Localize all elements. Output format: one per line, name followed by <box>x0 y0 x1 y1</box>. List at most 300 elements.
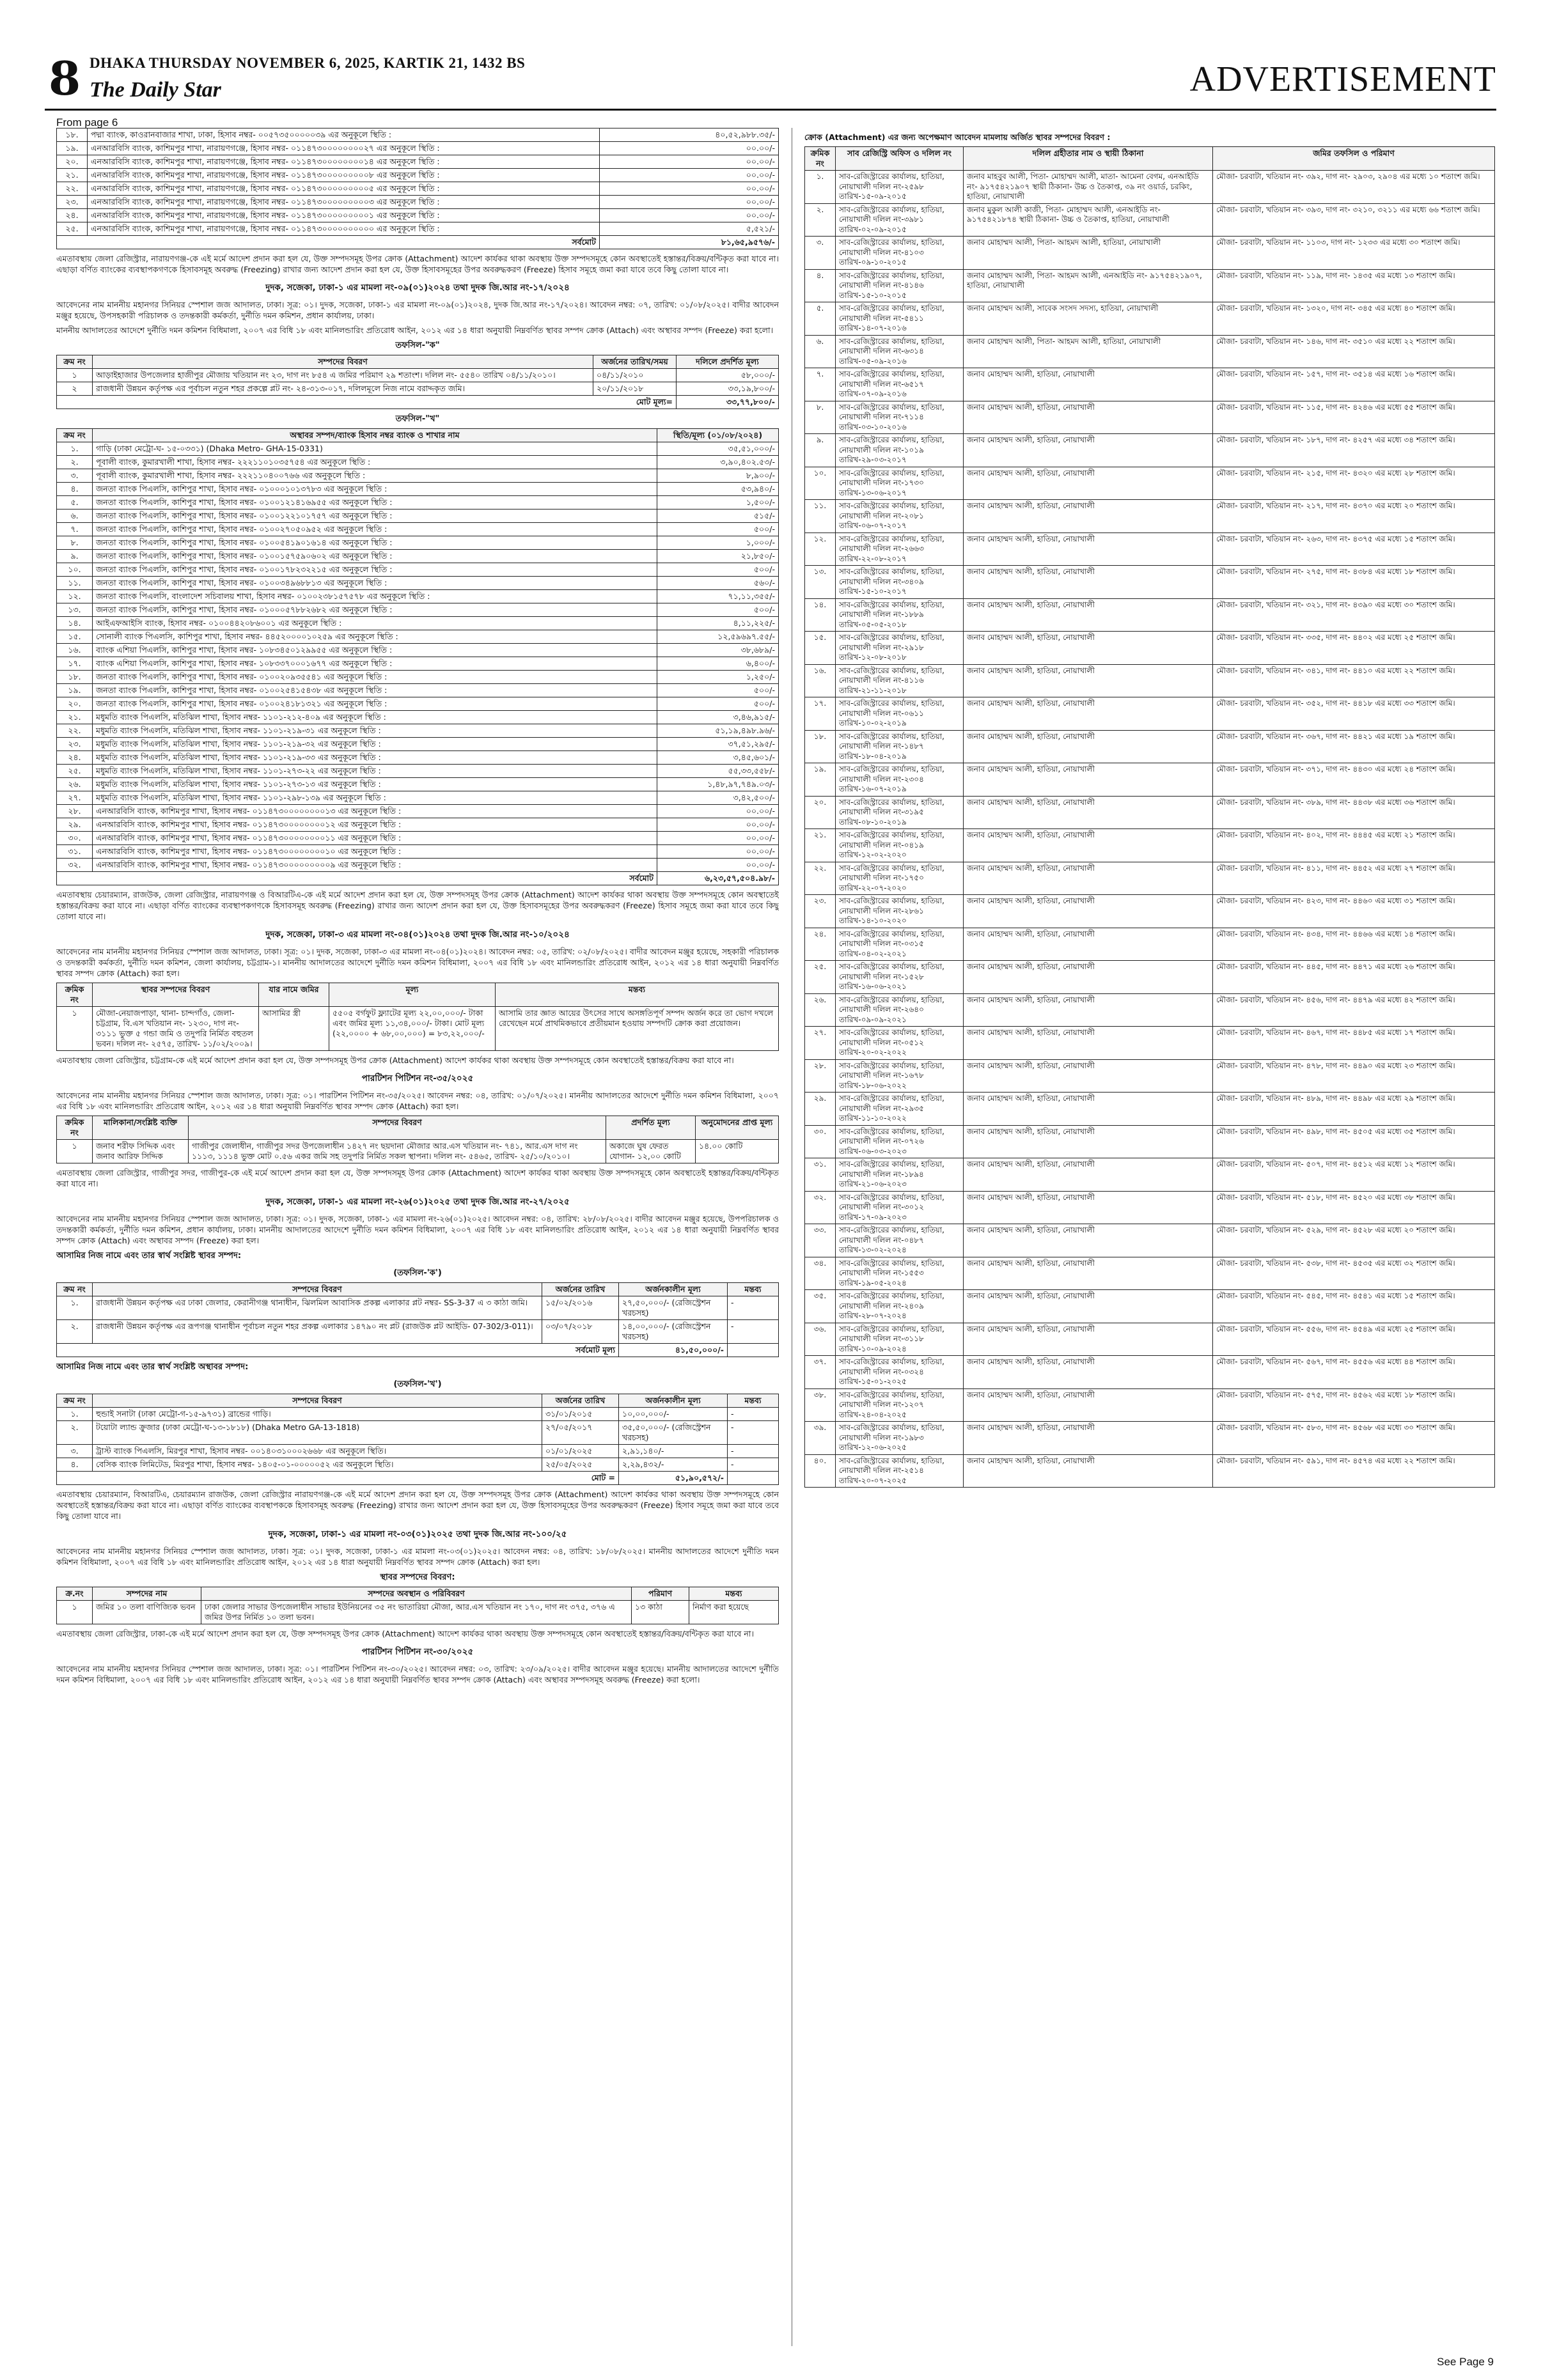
land-schedule-cell: মৌজা- চরবাটা, খতিয়ান নং- ২১৭, দাগ নং- ৪৩৭০ এর মধ্যে ২০ শতাংশ জমি। <box>1213 500 1495 533</box>
table-cell: জনতা ব্যাংক পিএলসি, কাশিপুর শাখা, হিসাব নম্বর- ০১০০৩৪৯৬৮৮১৩ এর অনুকূলে স্থিতি : <box>93 577 657 590</box>
registry-office-cell: সাব-রেজিস্ট্রারের কার্যালয়, হাতিয়া, নোয়াখালী দলিল নং-২৯৩৫ তারিখ-১১-১০-২০২২ <box>836 1093 964 1126</box>
application-paragraph: আবেদনের নাম মাননীয় মহানগর সিনিয়র স্পেশাল জজ আদালত, ঢাকা। সূত্র: ০১। দুদক, সজেকা, ঢাকা-১ এর মামলা নং-০৯(০১)২০২৪, দুদক জি.আর নং-১৭/২০২৪। আবেদন নম্বর: ০৭, তারিখ: ০১/০৮/২০২৫। বাদীর আবেদন মঞ্জুর হয়েছে, উপসহকারী পরিচালক ও তদন্তকারী কর্মকর্তা, দুর্নীতি দমন কমিশন, প্রধান কার্যালয়, ঢাকা। <box>56 300 779 320</box>
table-cell: জনতা ব্যাংক পিএলসি, কাশিপুর শাখা, হিসাব নম্বর- ০১০০০৫৭৮৮২৬৮২ এর অনুকূলে স্থিতি : <box>93 603 657 617</box>
registry-office-cell: সাব-রেজিস্ট্রারের কার্যালয়, হাতিয়া, নোয়াখালী দলিল নং-০৫১২ তারিখ-২০-০২-২০২২ <box>836 1027 964 1060</box>
registry-office-cell: সাব-রেজিস্ট্রারের কার্যালয়, হাতিয়া, নোয়াখালী দলিল নং-২৫১৪ তারিখ-২০-০৭-২০২৫ <box>836 1454 964 1488</box>
table-row <box>57 483 779 496</box>
table-cell: ২৭,৫০,০০০/- (রেজিস্ট্রেশন খরচসহ) <box>619 1296 728 1320</box>
land-schedule-cell: মৌজা- চরবাটা, খতিয়ান নং- ৫১৮, দাগ নং- ৪৫২০ এর মধ্যে ৩৮ শতাংশ জমি। <box>1213 1191 1495 1224</box>
total-row <box>57 396 779 409</box>
table-cell: মধুমতি ব্যাংক পিএলসি, মতিঝিল শাখা, হিসাব নম্বর- ১১০১-২৯৮-১৩৯ এর অনুকূলে স্থিতি : <box>93 791 657 805</box>
table-cell: ১৫. <box>57 630 93 644</box>
table-cell: জনতা ব্যাংক পিএলসি, কাশিপুর শাখা, হিসাব নম্বর- ০১০০৫৪১৯০১৬১৪ এর অনুকূলে স্থিতি : <box>93 536 657 550</box>
table-cell: ৩৮,৬৮৯/- <box>657 644 779 657</box>
deed-recipient-cell: জনাব মোহাম্মদ আলী, হাতিয়া, নোয়াখালী <box>964 1323 1213 1356</box>
table-row <box>805 1224 1495 1257</box>
table-row <box>805 1158 1495 1192</box>
table-cell: ৩১/০১/২০১৫ <box>542 1408 619 1421</box>
order-paragraph: এমতাবস্থায় জেলা রেজিস্ট্রার, নারায়ণগঞ্জ-কে এই মর্মে আদেশ প্রদান করা হল যে, উক্ত সম্পদসমূহ উপর ক্রোক (Attachment) আদেশ কার্যকর থাকা অবস্থায় উক্ত সম্পদসমূহে কোন অবস্থাতেই হস্তান্তর/বিক্রয়/বন্টিকৃত করা যাবে না। এছাড়া বর্ণিত ব্যাংকের ব্যবস্থাপকগণকে হিসাবসমূহ অবরুদ্ধ (Freezing) রাখার জন্য আদেশ প্রদান করা হল যে, উক্ত হিসাবসমূহের উপর অবরুদ্ধকরণ (Freeze) হিসাব সমূহে জমা করা যাবে তবে কিছু তোলা যাবে না। <box>56 254 779 274</box>
table-row <box>57 382 779 396</box>
description-cell: এনআরবিসি ব্যাংক, কাশিমপুর শাখা, নারায়ণগঞ্জে, হিসাব নম্বর- ০১১৪৭৩০০০০০০০০২৭ এর অনুকূলে স্থিতি : <box>88 142 600 155</box>
serial-cell: ২৩. <box>805 895 836 928</box>
deed-recipient-cell: জনাব মোহাম্মদ আলী, সাবেক সংসদ সদস্য, হাতিয়া, নোয়াখালী <box>964 302 1213 336</box>
table-row <box>805 368 1495 401</box>
description-cell: পদ্মা ব্যাংক, কাওরানবাজার শাখা, ঢাকা, হিসাব নম্বর- ০০৫৭৩৫০০০০০৩৯ এর অনুকূলে স্থিতি : <box>88 128 600 142</box>
serial-cell: ২২. <box>57 182 88 196</box>
serial-cell: ২২. <box>805 862 836 895</box>
immovable-heading: আসামির নিজ নামে এবং তার স্বার্থ সংশ্লিষ্ট স্থাবর সম্পদ: <box>56 1251 242 1261</box>
table-cell: - <box>728 1408 779 1421</box>
table-cell: - <box>728 1320 779 1344</box>
table-cell: ৫৫০৫ বর্গফুট ফ্ল্যাটের মূল্য ২২,০০,০০০/- টাকা এবং জমির মূল্য ১১,৩৪,০০০/- টাকা। মোট মূল্য (২২,০০০০ + ৬৮,০০,০০০) = ৮৩,২২,০০০/- <box>329 1007 496 1051</box>
table-cell: টয়োটা ল্যান্ড ক্রুজার (ঢাকা মেট্রো-ঘ-১৩-১৮১৮) (Dhaka Metro GA-13-1818) <box>93 1421 542 1445</box>
application-paragraph-5: আবেদনের নাম মাননীয় মহানগর সিনিয়র স্পেশাল জজ আদালত, ঢাকা। সূত্র: ০১। দুদক, সজেকা, ঢাকা-১ এর মামলা নং-০৩(০১)২০২৫। আবেদন নম্বর: ০৪, তারিখ: ১৮/০৮/২০২৫। মাননীয় আদালতের আদেশে দুর্নীতি দমন কমিশন বিধিমালা, ২০০৭ এর বিধি ১৮ এবং মানিলন্ডারিং প্রতিরোধ আইন, ২০১২ এর ১৪ ধারা অনুযায়ী নিম্নবর্ণিত স্থাবর সম্পদ ক্রোক (Attach) করা হল। <box>56 1546 779 1567</box>
column-header: অর্জনকালীন মূল্য <box>619 1283 728 1296</box>
table-cell: ০০.০০/- <box>657 805 779 818</box>
table-row <box>805 598 1495 632</box>
table-row <box>57 751 779 765</box>
deed-recipient-cell: জনাব মোহাম্মদ আলী, হাতিয়া, নোয়াখালী <box>964 598 1213 632</box>
table-cell: ০০.০০/- <box>657 832 779 845</box>
table-cell: ১ <box>57 1601 93 1624</box>
schedule-ka2-table <box>56 1282 779 1357</box>
table-row <box>805 171 1495 204</box>
table-cell: ১০,০০,০০০/- <box>619 1408 728 1421</box>
table-row <box>805 1257 1495 1290</box>
land-schedule-cell: মৌজা- চরবাটা, খতিয়ান নং- ৫৬৭, দাগ নং- ৪৫৫৬ এর মধ্যে ৪৪ শতাংশ জমি। <box>1213 1356 1495 1389</box>
land-schedule-cell: মৌজা- চরবাটা, খতিয়ান নং- ৫২৯, দাগ নং- ৪৫২৮ এর মধ্যে ২০ শতাংশ জমি। <box>1213 1224 1495 1257</box>
table-row <box>805 763 1495 797</box>
table-cell: জনতা ব্যাংক পিএলসি, কাশিপুর শাখা, হিসাব নম্বর- ০১০০২০৯৩৫৫৪১ এর অনুকূলে স্থিতি : <box>93 671 657 684</box>
table-cell: ২৪. <box>57 751 93 765</box>
table-cell: ১৩. <box>57 603 93 617</box>
table-cell: ২,২৯,৪৩২/- <box>619 1458 728 1472</box>
table-cell: হুন্ডাই সনাটা (ঢাকা মেট্রো-গ-১৫-৯৭৩১) ব্রান্ডের গাড়ি। <box>93 1408 542 1421</box>
table-cell: ৮,৯০০/- <box>657 469 779 483</box>
column-header: জমির তফসিল ও পরিমাণ <box>1213 147 1495 171</box>
table-cell: ৫. <box>57 496 93 509</box>
serial-cell: ২১. <box>805 829 836 862</box>
table-cell: ৫৫,৩৩,৫৫৮/- <box>657 765 779 778</box>
amount-cell: ০০.০০/- <box>600 169 779 182</box>
table-cell: ৪. <box>57 1458 93 1472</box>
table-row <box>57 1296 779 1320</box>
serial-cell: ৯. <box>805 434 836 467</box>
table-row <box>805 533 1495 566</box>
column-header: ক্রমিক নং <box>805 147 836 171</box>
description-cell: এনআরবিসি ব্যাংক, কাশিমপুর শাখা, নারায়ণগঞ্জে, হিসাব নম্বর- ০১১৪৭৩০০০০০০০০০৫ এর অনুকূলে স্থিতি : <box>88 182 600 196</box>
land-schedule-cell: মৌজা- চরবাটা, খতিয়ান নং- ১৮৭, দাগ নং- ৪২৫৭ এর মধ্যে ৩৪ শতাংশ জমি। <box>1213 434 1495 467</box>
land-schedule-cell: মৌজা- চরবাটা, খতিয়ান নং- ১৫৭, দাগ নং- ৩৫১৪ এর মধ্যে ১৬ শতাংশ জমি। <box>1213 368 1495 401</box>
partition-table <box>56 1116 779 1163</box>
application-paragraph-2: আবেদনের নাম মাননীয় মহানগর সিনিয়র স্পেশাল জজ আদালত, ঢাকা। সূত্র: ০১। দুদক, সজেকা, ঢাকা-৩ এর মামলা নং-০৪(০১)২০২৪। আবেদন নম্বর: ০৫, তারিখ: ০২/০৮/২০২৫। বাদীর আবেদন মঞ্জুর হয়েছে, সহকারী পরিচালক ও তদন্তকারী কর্মকর্তা, দুর্নীতি দমন কমিশন, জেলা কার্যালয়, চট্টগ্রাম-১। মাননীয় আদালতের আদেশে দুর্নীতি দমন কমিশন বিধিমালা, ২০০৭ এর বিধি ১৮ এবং মানিলন্ডারিং প্রতিরোধ আইন, ২০১২ এর ১৪ ধারা অনুযায়ী নিম্নবর্ণিত স্থাবর সম্পদ ক্রোক (Attach) করা হল। <box>56 947 779 978</box>
masthead-rule <box>45 109 1496 111</box>
table-row <box>805 928 1495 961</box>
column-header: অর্জনের তারিখ <box>542 1394 619 1408</box>
deed-recipient-cell: জনাব মোহাম্মদ আলী, পিতা- আহমদ আলী, হাতিয়া, নোয়াখালী <box>964 335 1213 368</box>
serial-cell: ২৫. <box>805 961 836 994</box>
table-row <box>805 335 1495 368</box>
table-cell: ১ <box>57 1140 93 1163</box>
table-cell: ১,৪৮,৯৭,৭৪৯.০৩/- <box>657 778 779 791</box>
serial-cell: ২৩. <box>57 196 88 209</box>
deed-recipient-cell: জনাব মোহাম্মদ আলী, হাতিয়া, নোয়াখালী <box>964 1290 1213 1323</box>
serial-cell: ১৭. <box>805 697 836 731</box>
table-cell: ৩,৯০,৪০২.৫৩/- <box>657 456 779 469</box>
table-row <box>805 1191 1495 1224</box>
table-cell <box>728 1472 779 1485</box>
table-cell: ২. <box>57 1421 93 1445</box>
table-row <box>57 182 779 196</box>
table-cell: এনআরবিসি ব্যাংক, কাশিমপুর শাখা, হিসাব নম্বর- ০১১৪৭৩০০০০০০০০০৯ এর অনুকূলে স্থিতি : <box>93 859 657 872</box>
table-cell: ১. <box>57 1296 93 1320</box>
table-row <box>805 632 1495 665</box>
table-cell: মৌজা-নেয়াজপাড়া, থানা- চান্দগাঁও, জেলা- চট্টগ্রাম, বি.এস খতিয়ান নং- ১২৩০, দাগ নং- ৩১১১ ভুক্ত ৫ গন্ডা জমি ও তদুপরি নির্মিত বহুতল ভবন। দলিল নং- ২৫৭৫, তারিখ- ১১/০২/২০০৯। <box>93 1007 259 1051</box>
column-header: অর্জনকালীন মূল্য <box>619 1394 728 1408</box>
column-header: অর্জনের তারিখ/সময় <box>593 355 677 369</box>
registry-office-cell: সাব-রেজিস্ট্রারের কার্যালয়, হাতিয়া, নোয়াখালী দলিল নং-৬৫১৭ তারিখ-০৭-০৯-২০১৬ <box>836 368 964 401</box>
column-header: মালিকানা/সংশ্লিষ্ট ব্যক্তি <box>93 1116 189 1140</box>
column-header: অনুমোদনের প্রাপ্ত মূল্য <box>696 1116 779 1140</box>
table-row <box>57 738 779 751</box>
schedule-kha-heading: তফসিল-"খ" <box>395 414 440 424</box>
table-row <box>805 993 1495 1027</box>
table-row <box>57 1421 779 1445</box>
table-row <box>57 765 779 778</box>
column-header: ক্র.নং <box>57 1587 93 1601</box>
deed-recipient-cell: জনাব মোহাম্মদ আলী, হাতিয়া, নোয়াখালী <box>964 862 1213 895</box>
table-row <box>805 1059 1495 1093</box>
block1-table <box>56 128 779 249</box>
column-header: সাব রেজিস্ট্রি অফিস ও দলিল নং <box>836 147 964 171</box>
table-row <box>57 845 779 859</box>
total-value: ৪১,৫০,০০০/- <box>619 1344 728 1357</box>
table-cell: রাজধানী উন্নয়ন কর্তৃপক্ষ এর পূর্বাচল নতুন শহর প্রকল্পে প্লট নং- ২৪-৩১৩-০১৭, দলিলমূলে নিজ নামে বরাদ্দকৃত জমি। <box>93 382 593 396</box>
registry-office-cell: সাব-রেজিস্ট্রারের কার্যালয়, হাতিয়া, নোয়াখালী দলিল নং-৬৩১৪ তারিখ-০৫-০৯-২০১৬ <box>836 335 964 368</box>
registry-office-cell: সাব-রেজিস্ট্রারের কার্যালয়, হাতিয়া, নোয়াখালী দলিল নং-১৭৫০ তারিখ-২২-০৭-২০২০ <box>836 862 964 895</box>
table-cell: ৫৮,০০০/- <box>677 369 779 382</box>
order-paragraph-4: এমতাবস্থায় জেলা রেজিস্ট্রার, গাজীপুর সদর, গাজীপুর-কে এই মর্মে আদেশ প্রদান করা হল যে, উক্ত সম্পদসমূহ উপর ক্রোক (Attachment) আদেশ কার্যকর থাকা অবস্থায় উক্ত সম্পদসমূহে কোন অবস্থাতেই হস্তান্তর/বিক্রয়/বন্টিকৃত করা যাবে না। <box>56 1168 779 1188</box>
deed-recipient-cell: জনাব মোহাম্মদ আলী, হাতিয়া, নোয়াখালী <box>964 1191 1213 1224</box>
table-row <box>805 697 1495 731</box>
land-schedule-cell: মৌজা- চরবাটা, খতিয়ান নং- ৪৩৪, দাগ নং- ৪৪৬৬ এর মধ্যে ১৪ শতাংশ জমি। <box>1213 928 1495 961</box>
schedule-kha-table <box>56 428 779 885</box>
table-row <box>57 724 779 738</box>
table-row <box>57 196 779 209</box>
serial-cell: ১৯. <box>805 763 836 797</box>
registry-office-cell: সাব-রেজিস্ট্রারের কার্যালয়, হাতিয়া, নোয়াখালী দলিল নং-০৭২৬ তারিখ-০৬-০৩-২০২৩ <box>836 1125 964 1158</box>
page-number: 8 <box>49 51 81 105</box>
total-value: ৫১,৯০,৫৭২/- <box>619 1472 728 1485</box>
immovable-description-heading: স্থাবর সম্পদের বিবরণ: <box>380 1573 455 1582</box>
table-cell: ৫০০/- <box>657 697 779 711</box>
registry-office-cell: সাব-রেজিস্ট্রারের কার্যালয়, হাতিয়া, নোয়াখালী দলিল নং-১৯৮৩ তারিখ-১২-০৬-২০২৫ <box>836 1422 964 1455</box>
table-cell: মধুমতি ব্যাংক পিএলসি, মতিঝিল শাখা, হিসাব নম্বর- ১১০১-২১৯-৩২ এর অনুকূলে স্থিতি : <box>93 738 657 751</box>
table-cell: ৬. <box>57 509 93 523</box>
deed-recipient-cell: জনাব মোহাম্মদ আলী, হাতিয়া, নোয়াখালী <box>964 961 1213 994</box>
deed-recipient-cell: জনাব মোহাম্মদ আলী, হাতিয়া, নোয়াখালী <box>964 928 1213 961</box>
table-row <box>805 862 1495 895</box>
table-cell: জনতা ব্যাংক পিএলসি, কাশিপুর শাখা, হিসাব নম্বর- ০১০০২৪১৮১৩২১ এর অনুকূলে স্থিতি : <box>93 697 657 711</box>
table-cell <box>728 1344 779 1357</box>
total-row <box>57 1344 779 1357</box>
serial-cell: ১২. <box>805 533 836 566</box>
table-cell: মধুমতি ব্যাংক পিএলসি, মতিঝিল শাখা, হিসাব নম্বর- ১১০১-২১৯-৩৩ এর অনুকূলে স্থিতি : <box>93 751 657 765</box>
table-cell: জনতা ব্যাংক পিএলসি, কাশিপুর শাখা, হিসাব নম্বর- ০১০০০১০১৩৭৮৩ এর অনুকূলে স্থিতি : <box>93 483 657 496</box>
registry-office-cell: সাব-রেজিস্ট্রারের কার্যালয়, হাতিয়া, নোয়াখালী দলিল নং-১৫৫৩ তারিখ-১৯-০৫-২০২৪ <box>836 1257 964 1290</box>
table-row <box>805 203 1495 237</box>
registry-office-cell: সাব-রেজিস্ট্রারের কার্যালয়, হাতিয়া, নোয়াখালী দলিল নং-২৩০৪ তারিখ-১৬-০৭-২০১৯ <box>836 763 964 797</box>
table-row <box>57 456 779 469</box>
table-row <box>57 671 779 684</box>
table-row <box>57 697 779 711</box>
table-row <box>57 1408 779 1421</box>
column-header: মন্তব্য <box>689 1587 779 1601</box>
serial-cell: ৩১. <box>805 1158 836 1192</box>
table-cell: ৪. <box>57 483 93 496</box>
table-cell: ২৫. <box>57 765 93 778</box>
table-row <box>57 1007 779 1051</box>
registry-office-cell: সাব-রেজিস্ট্রারের কার্যালয়, হাতিয়া, নোয়াখালী দলিল নং-২৮৬১ তারিখ-১৪-১০-২০২০ <box>836 895 964 928</box>
serial-cell: ৩৪. <box>805 1257 836 1290</box>
land-schedule-cell: মৌজা- চরবাটা, খতিয়ান নং- ৫৯১, দাগ নং- ৪৫৭৪ এর মধ্যে ২২ শতাংশ জমি। <box>1213 1454 1495 1488</box>
left-column <box>56 128 779 2346</box>
application-paragraph-4: আবেদনের নাম মাননীয় মহানগর সিনিয়র স্পেশাল জজ আদালত, ঢাকা। সূত্র: ০১। দুদক, সজেকা, ঢাকা-১ এর মামলা নং-২৬(০১)২০২৫। আবেদন নম্বর: ০৪, তারিখ: ২৮/০৮/২০২৫। বাদীর আবেদন মঞ্জুর হয়েছে, উপপরিচালক ও তদন্তকারী কর্মকর্তা, দুর্নীতি দমন কমিশন, প্রধান কার্যালয়, ঢাকা। মাননীয় আদালতের আদেশে দুর্নীতি দমন কমিশন বিধিমালা, ২০০৭ এর বিধি ১৮ এবং মানিলন্ডারিং প্রতিরোধ আইন, ২০১২ এর ১৪ ধারা অনুযায়ী নিম্নবর্ণিত স্থাবর সম্পদ ক্রোক (Attach) এবং অস্থাবর সম্পদ (Freeze) করা হল। <box>56 1214 779 1245</box>
column-header: যার নামে জমির <box>259 983 329 1007</box>
deed-recipient-cell: জনাব মুকুল আলী কাজী, পিতা- মোহাম্মদ আলী, এনআইডি নং- ৯১৭৫৪২১৮৭৪ স্থায়ী ঠিকানা- উচ্চ ও তৈকাপ্ত, হাতিয়া, নোয়াখালী <box>964 203 1213 237</box>
serial-cell: ২৪. <box>57 209 88 222</box>
land-schedule-cell: মৌজা- চরবাটা, খতিয়ান নং- ১৪৬, দাগ নং- ৩৫১০ এর মধ্যে ২২ শতাংশ জমি। <box>1213 335 1495 368</box>
table-cell: এনআরবিসি ব্যাংক, কাশিমপুর শাখা, হিসাব নম্বর- ০১১৪৭৩০০০০০০০০১০ এর অনুকূলে স্থিতি : <box>93 845 657 859</box>
deed-recipient-cell: জনাব মোহাম্মদ আলী, পিতা- আহমদ আলী, হাতিয়া, নোয়াখালী <box>964 237 1213 270</box>
table-cell: সোনালী ব্যাংক পিএলসি, কাশিপুর শাখা, হিসাব নম্বর- ৪৪৫২০০০০১০২৫৯ এর অনুকূলে স্থিতি : <box>93 630 657 644</box>
table-cell: বেসিক ব্যাংক লিমিটেড, মিরপুর শাখা, হিসাব নম্বর- ১৪০৫-০১-০০০০০৫২ এর অনুকূলে স্থিতি। <box>93 1458 542 1472</box>
registry-office-cell: সাব-রেজিস্ট্রারের কার্যালয়, হাতিয়া, নোয়াখালী দলিল নং-০৪১৯ তারিখ-১২-০২-২০২০ <box>836 829 964 862</box>
registry-office-cell: সাব-রেজিস্ট্রারের কার্যালয়, হাতিয়া, নোয়াখালী দলিল নং-২৫৯৮ তারিখ-১৫-০৯-২০১৫ <box>836 171 964 204</box>
registry-office-cell: সাব-রেজিস্ট্রারের কার্যালয়, হাতিয়া, নোয়াখালী দলিল নং-১২০৭ তারিখ-২৪-০৪-২০২৫ <box>836 1388 964 1422</box>
total-label: সর্বমোট মূল্য <box>57 1344 619 1357</box>
table-row <box>57 577 779 590</box>
table-cell: ২৮. <box>57 805 93 818</box>
land-schedule-cell: মৌজা- চরবাটা, খতিয়ান নং- ১১০৩, দাগ নং- ১২৩৩ এর মধ্যে ৩০ শতাংশ জমি। <box>1213 237 1495 270</box>
table-cell: ২১,৮৫০/- <box>657 550 779 563</box>
deed-recipient-cell: জনাব মোহাম্মদ আলী, হাতিয়া, নোয়াখালী <box>964 829 1213 862</box>
registry-office-cell: সাব-রেজিস্ট্রারের কার্যালয়, হাতিয়া, নোয়াখালী দলিল নং-০৬১১ তারিখ-১০-০২-২০১৯ <box>836 697 964 731</box>
land-schedule-cell: মৌজা- চরবাটা, খতিয়ান নং- ৩২১, দাগ নং- ৪৩৯০ এর মধ্যে ৩০ শতাংশ জমি। <box>1213 598 1495 632</box>
table-cell: ১. <box>57 442 93 456</box>
table-row <box>805 829 1495 862</box>
table-row <box>805 237 1495 270</box>
table-cell: জনতা ব্যাংক পিএলসি, কাশিপুর শাখা, হিসাব নম্বর- ০১০০১৫৭৫৯০৬০২ এর অনুকূলে স্থিতি : <box>93 550 657 563</box>
deed-recipient-cell: জনাব মাহবুব আলী, পিতা- মোহাম্মদ আলী, মাতা- আমেনা বেগম, এনআইডি নং- ৯১৭৫৪২১৯০৭ স্থায়ী ঠিকানা- উচ্চ ও তৈকাপ্ত, ৩৯ নং ওয়ার্ড, চরকিং, হাতিয়া, নোয়াখালী <box>964 171 1213 204</box>
table-row <box>805 730 1495 763</box>
table-row <box>57 590 779 603</box>
total-label: মোট মূল্য= <box>57 396 677 409</box>
order-paragraph-6: এমতাবস্থায় জেলা রেজিস্ট্রার, ঢাকা-কে এই মর্মে আদেশ প্রদান করা হল যে, উক্ত সম্পদসমূহ উপর ক্রোক (Attachment) আদেশ কার্যকর থাকা অবস্থায় উক্ত সম্পদসমূহে কোন অবস্থাতেই হস্তান্তর/বিক্রয়/বন্টিকৃত করা যাবে না। <box>56 1629 754 1638</box>
table-cell: জনতা ব্যাংক পিএলসি, কাশিপুর শাখা, হিসাব নম্বর- ০১০০২৭০৫০৯৫২ এর অনুকূলে স্থিতি : <box>93 523 657 536</box>
serial-cell: ৮. <box>805 401 836 434</box>
serial-cell: ১৮. <box>57 128 88 142</box>
table-cell: ০১/০১/২০২৫ <box>542 1445 619 1458</box>
table-cell: ৩৫,৫০,০০০/- (রেজিস্ট্রেশন খরচসহ) <box>619 1421 728 1445</box>
table-cell: ১৬. <box>57 644 93 657</box>
case-heading-6: পারটিশন পিটিশন নং-৩০/২০২৫ <box>361 1647 474 1657</box>
amount-cell: ০০.০০/- <box>600 196 779 209</box>
land-schedule-cell: মৌজা- চরবাটা, খতিয়ান নং- ৩৯৩, দাগ নং- ৩২১০, ৩২১১ এর মধ্যে ৬৬ শতাংশ জমি। <box>1213 203 1495 237</box>
land-schedule-cell: মৌজা- চরবাটা, খতিয়ান নং- ৫৫৬, দাগ নং- ৪৫৪৯ এর মধ্যে ২৫ শতাংশ জমি। <box>1213 1323 1495 1356</box>
table-row <box>805 1323 1495 1356</box>
schedule-ka-table <box>56 355 779 409</box>
table-row <box>805 1356 1495 1389</box>
amount-cell: ৪০,৫২,৯৮৮.৩৫/- <box>600 128 779 142</box>
serial-cell: ৭. <box>805 368 836 401</box>
land-schedule-cell: মৌজা- চরবাটা, খতিয়ান নং- ৪৪৫, দাগ নং- ৪৪৭১ এর মধ্যে ২৬ শতাংশ জমি। <box>1213 961 1495 994</box>
table-cell: মধুমতি ব্যাংক পিএলসি, মতিঝিল শাখা, হিসাব নম্বর- ১১০১-২৭৩-১৩ এর অনুকূলে স্থিতি : <box>93 778 657 791</box>
table-row <box>57 603 779 617</box>
table-cell: ৫০০/- <box>657 523 779 536</box>
table-cell: ট্রাস্ট ব্যাংক পিএলসি, মিরপুর শাখা, হিসাব নম্বর- ০০১৪০৩১০০০২৬৬৮ এর অনুকূলে স্থিতি। <box>93 1445 542 1458</box>
table-cell: জনাব শরীফ সিদ্দিক এবং জনাব আরিফ সিদ্দিক <box>93 1140 189 1163</box>
registry-office-cell: সাব-রেজিস্ট্রারের কার্যালয়, হাতিয়া, নোয়াখালী দলিল নং-৪১৪৬ তারিখ-১৫-১০-২০১৫ <box>836 269 964 302</box>
table-cell: ৩৭,৫১,২৯৫/- <box>657 738 779 751</box>
table-row <box>57 630 779 644</box>
deed-recipient-cell: জনাব মোহাম্মদ আলী, হাতিয়া, নোয়াখালী <box>964 1388 1213 1422</box>
table-cell: ১৩ কাঠা <box>632 1601 689 1624</box>
deed-recipient-cell: জনাব মোহাম্মদ আলী, হাতিয়া, নোয়াখালী <box>964 401 1213 434</box>
table-cell: ০০.০০/- <box>657 845 779 859</box>
total-row <box>57 236 779 249</box>
table-header-row <box>57 1587 779 1601</box>
table-cell: ব্যাংক এশিয়া পিএলসি, কাশিপুর শাখা, হিসাব নম্বর- ১০৮৩৩৭০০০১৬৭৭ এর অনুকূলে স্থিতি : <box>93 657 657 671</box>
case-heading-2: দুদক, সজেকা, ঢাকা-৩ এর মামলা নং-০৪(০১)২০২৪ তথা দুদক জি.আর নং-১০/২০২৪ <box>265 929 570 940</box>
description-cell: এনআরবিসি ব্যাংক, কাশিমপুর শাখা, নারায়ণগঞ্জে, হিসাব নম্বর- ০১১৪৭৩০০০০০০০০১৪ এর অনুকূলে স্থিতি : <box>88 155 600 169</box>
land-schedule-cell: মৌজা- চরবাটা, খতিয়ান নং- ৩৫২, দাগ নং- ৪৪১৮ এর মধ্যে ৩৩ শতাংশ জমি। <box>1213 697 1495 731</box>
table-header-row <box>57 1116 779 1140</box>
table-cell: ৫০০/- <box>657 603 779 617</box>
column-header: সম্পদের বিবরণ <box>93 1283 542 1296</box>
table-cell: জনতা ব্যাংক পিএলসি, বাংলাদেশ সচিবালয় শাখা, হিসাব নম্বর- ০১০০২৩৮১৫৭৫৭৮ এর অনুকূলে স্থিতি : <box>93 590 657 603</box>
serial-cell: ৩৩. <box>805 1224 836 1257</box>
property-table <box>56 983 779 1051</box>
serial-cell: ২৯. <box>805 1093 836 1126</box>
table-row <box>805 796 1495 829</box>
table-cell: ১৯. <box>57 684 93 697</box>
table-header-row <box>57 1283 779 1296</box>
schedule-kha2-table <box>56 1394 779 1485</box>
table-cell: ৫৩,৯৪০/- <box>657 483 779 496</box>
table-cell: ৩. <box>57 469 93 483</box>
registry-office-cell: সাব-রেজিস্ট্রারের কার্যালয়, হাতিয়া, নোয়াখালী দলিল নং-০৩১৫ তারিখ-০৪-০২-২০২১ <box>836 928 964 961</box>
table-row <box>57 1140 779 1163</box>
table-cell: ৪,১১,২২৫/- <box>657 617 779 630</box>
table-cell: - <box>728 1445 779 1458</box>
table-cell: ৩২. <box>57 859 93 872</box>
table-row <box>805 1454 1495 1488</box>
total-value: ৩৩,৭৭,৮০০/- <box>677 396 779 409</box>
deed-recipient-cell: জনাব মোহাম্মদ আলী, হাতিয়া, নোয়াখালী <box>964 1454 1213 1488</box>
column-header: মন্তব্য <box>728 1283 779 1296</box>
column-header: ক্রম নং <box>57 1283 93 1296</box>
table-cell: ৩. <box>57 1445 93 1458</box>
serial-cell: ২৮. <box>805 1059 836 1093</box>
deed-recipient-cell: জনাব মোহাম্মদ আলী, হাতিয়া, নোয়াখালী <box>964 467 1213 500</box>
table-cell: ৫৬০/- <box>657 577 779 590</box>
land-schedule-cell: মৌজা- চরবাটা, খতিয়ান নং- ৩৬৭, দাগ নং- ৪৪২১ এর মধ্যে ১৯ শতাংশ জমি। <box>1213 730 1495 763</box>
continued-from-note: From page 6 <box>56 116 118 128</box>
serial-cell: ৩২. <box>805 1191 836 1224</box>
deed-recipient-cell: জনাব মোহাম্মদ আলী, হাতিয়া, নোয়াখালী <box>964 1027 1213 1060</box>
table-row <box>57 550 779 563</box>
table-row <box>57 1601 779 1624</box>
registry-office-cell: সাব-রেজিস্ট্রারের কার্যালয়, হাতিয়া, নোয়াখালী দলিল নং-২০৮১ তারিখ-০৬-০৭-২০১৭ <box>836 500 964 533</box>
table-cell: ১৪. <box>57 617 93 630</box>
table-cell: ২. <box>57 456 93 469</box>
registry-office-cell: সাব-রেজিস্ট্রারের কার্যালয়, হাতিয়া, নোয়াখালী দলিল নং-১৮৯৪ তারিখ-২১-০৬-২০২৩ <box>836 1158 964 1192</box>
table-header-row <box>805 147 1495 171</box>
description-cell: এনআরবিসি ব্যাংক, কাশিমপুর শাখা, নারায়ণগঞ্জে, হিসাব নম্বর- ০১১৪৭৩০০০০০০০০০১ এর অনুকূলে স্থিতি : <box>88 209 600 222</box>
table-row <box>57 169 779 182</box>
table-row <box>57 155 779 169</box>
land-schedule-cell: মৌজা- চরবাটা, খতিয়ান নং- ৫৩৮, দাগ নং- ৪৫৩৫ এর মধ্যে ৩২ শতাংশ জমি। <box>1213 1257 1495 1290</box>
registry-office-cell: সাব-রেজিস্ট্রারের কার্যালয়, হাতিয়া, নোয়াখালী দলিল নং-০৩২৪ তারিখ-১৫-০১-২০২৫ <box>836 1356 964 1389</box>
land-schedule-cell: মৌজা- চরবাটা, খতিয়ান নং- ২৬৩, দাগ নং- ৪৩৭৫ এর মধ্যে ১৫ শতাংশ জমি। <box>1213 533 1495 566</box>
table-cell: ২৫/০৫/২০২৫ <box>542 1458 619 1472</box>
table-cell: এনআরবিসি ব্যাংক, কাশিমপুর শাখা, হিসাব নম্বর- ০১১৪৭৩০০০০০০০০১৩ এর অনুকূলে স্থিতি : <box>93 805 657 818</box>
table-row <box>805 566 1495 599</box>
table-cell: ১৭. <box>57 657 93 671</box>
serial-cell: ৩৫. <box>805 1290 836 1323</box>
table-row <box>805 401 1495 434</box>
land-schedule-cell: মৌজা- চরবাটা, খতিয়ান নং- ৩৪১, দাগ নং- ৪৪১০ এর মধ্যে ২২ শতাংশ জমি। <box>1213 664 1495 697</box>
table-cell: ৩,৪৬,৯১৫/- <box>657 711 779 724</box>
table-cell: ১২. <box>57 590 93 603</box>
table-cell: রাজধানী উন্নয়ন কর্তৃপক্ষ এর রূপগঞ্জ থানাধীন পূর্বাচল নতুন শহর প্রকল্প এলাকার ১৪৭৯০ নং প্লট (রাজউক প্লট আইডি- 07-302/3-011)। <box>93 1320 542 1344</box>
land-schedule-cell: মৌজা- চরবাটা, খতিয়ান নং- ৪৬৭, দাগ নং- ৪৪৮৫ এর মধ্যে ১৭ শতাংশ জমি। <box>1213 1027 1495 1060</box>
table-header-row <box>57 983 779 1007</box>
table-cell: ২,৯১,১৪০/- <box>619 1445 728 1458</box>
table-row <box>57 711 779 724</box>
table-cell: - <box>728 1296 779 1320</box>
land-schedule-cell: মৌজা- চরবাটা, খতিয়ান নং- ৪১১, দাগ নং- ৪৪৫২ এর মধ্যে ২৭ শতাংশ জমি। <box>1213 862 1495 895</box>
table-cell: ৫০০/- <box>657 684 779 697</box>
deed-recipient-cell: জনাব মোহাম্মদ আলী, হাতিয়া, নোয়াখালী <box>964 566 1213 599</box>
deed-recipient-cell: জনাব মোহাম্মদ আলী, হাতিয়া, নোয়াখালী <box>964 664 1213 697</box>
table-cell: ৫১৫/- <box>657 509 779 523</box>
table-cell: এনআরবিসি ব্যাংক, কাশিমপুর শাখা, হিসাব নম্বর- ০১১৪৭৩০০০০০০০০১১ এর অনুকূলে স্থিতি : <box>93 832 657 845</box>
land-schedule-cell: মৌজা- চরবাটা, খতিয়ান নং- ২৭৫, দাগ নং- ৪৩৮৪ এর মধ্যে ১৮ শতাংশ জমি। <box>1213 566 1495 599</box>
serial-cell: ২৭. <box>805 1027 836 1060</box>
serial-cell: ২১. <box>57 169 88 182</box>
column-header: সম্পদের বিবরণ <box>93 1394 542 1408</box>
table-cell: - <box>728 1421 779 1445</box>
land-schedule-cell: মৌজা- চরবাটা, খতিয়ান নং- ৪৭৮, দাগ নং- ৪৪৯০ এর মধ্যে ২৩ শতাংশ জমি। <box>1213 1059 1495 1093</box>
table-cell: ৩৩,১৯,৮০০/- <box>677 382 779 396</box>
land-schedule-cell: মৌজা- চরবাটা, খতিয়ান নং- ৪২৩, দাগ নং- ৪৪৬০ এর মধ্যে ৩১ শতাংশ জমি। <box>1213 895 1495 928</box>
table-cell: ১৫/০২/২০১৬ <box>542 1296 619 1320</box>
table-row <box>805 1388 1495 1422</box>
serial-cell: ১৫. <box>805 632 836 665</box>
table-row <box>57 369 779 382</box>
land-schedule-cell: মৌজা- চরবাটা, খতিয়ান নং- ৫০৭, দাগ নং- ৪৫১২ এর মধ্যে ১২ শতাংশ জমি। <box>1213 1158 1495 1192</box>
dateline: DHAKA THURSDAY NOVEMBER 6, 2025, KARTIK 21, 1432 BS <box>90 55 526 71</box>
column-header: ক্রমিক নং <box>57 983 93 1007</box>
table-cell: গাড়ি (ঢাকা মেট্রো-ঘ- ১৫-০৩৩১) (Dhaka Metro- GHA-15-0331) <box>93 442 657 456</box>
table-cell: ৩৫,৫১,০০০/- <box>657 442 779 456</box>
column-header: সম্পদের নাম <box>93 1587 201 1601</box>
table-cell: ঢাকা জেলার সাভার উপজেলাধীন সাভার ইউনিয়নের ৩৫ নং ভাতারিয়া মৌজা, আর.এস খতিয়ান নং ১৭০, দাগ নং ৩৭৫, ৩৭৬ এ জমির উপর নির্মিত ১০ তলা ভবন। <box>201 1601 632 1624</box>
column-header: স্থিতি/মূল্য (০১/০৮/২০২৪) <box>657 429 779 442</box>
table-row <box>57 791 779 805</box>
